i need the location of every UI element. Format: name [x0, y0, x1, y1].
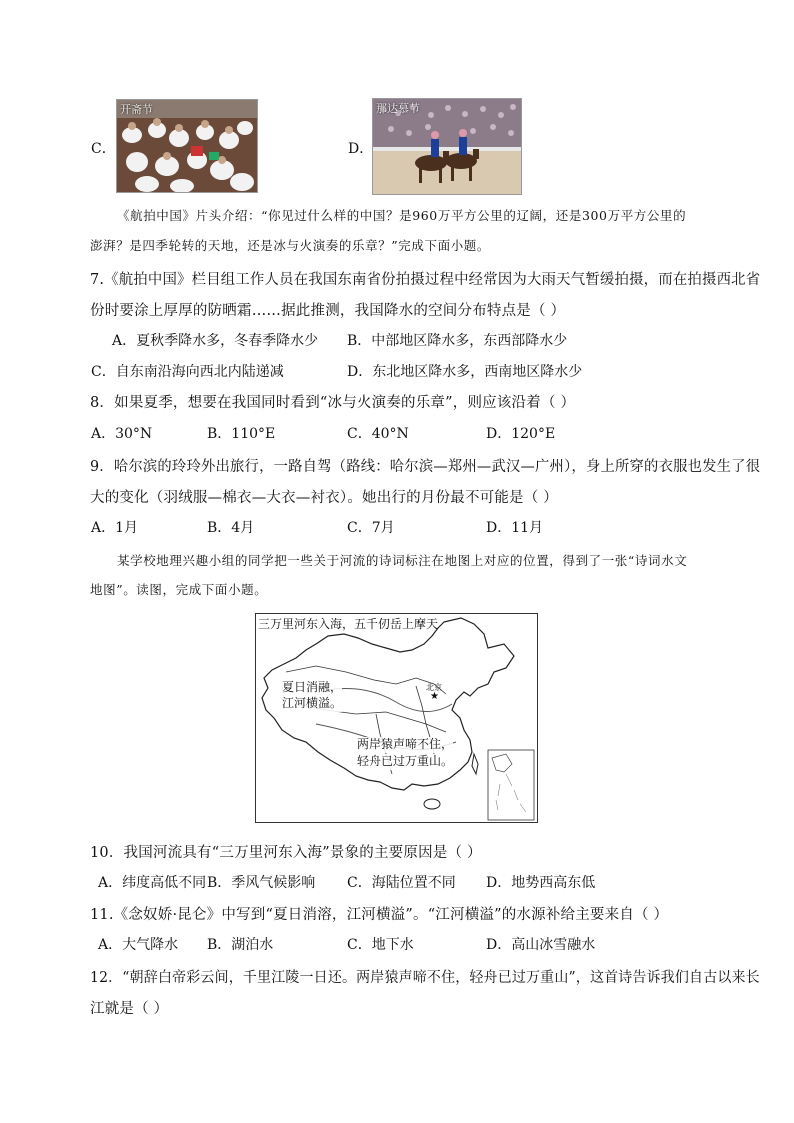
map-label-south-2: 轻舟已过万重山。 [357, 754, 454, 768]
intro2-line1: 某学校地理兴趣小组的同学把一些关于河流的诗词标注在地图上对应的位置，得到了一张“诗词水文 [117, 553, 688, 568]
q10-option-a[interactable]: A．纬度高低不同 [98, 875, 207, 891]
capital-label: 北京 [426, 683, 442, 692]
map-label-west-2: 江河横溢。 [282, 696, 343, 710]
q7-option-c[interactable]: C．自东南沿海向西北内陆递减 [91, 364, 284, 380]
q9-option-d[interactable]: D．11月 [486, 520, 544, 536]
option-d-letter: D． [348, 141, 374, 157]
q10-stem: 10．我国河流具有“三万里河东入海”景象的主要原因是（ ） [90, 845, 482, 861]
map-label-top: 三万里河东入海，五千仞岳上摩天 [258, 617, 439, 631]
q8-stem: 8．如果夏季，想要在我国同时看到“冰与火演奏的乐章”，则应该沿着（ ） [90, 395, 576, 411]
q8-option-a[interactable]: A．30°N [91, 426, 153, 442]
q9-stem-line2: 大的变化（羽绒服—棉衣—大衣—衬衣）。她出行的月份最不可能是（ ） [90, 490, 558, 506]
q9-stem-line1: 9．哈尔滨的玲玲外出旅行，一路自驾（路线：哈尔滨—郑州—武汉—广州），身上所穿的衣服也发生了很 [90, 459, 761, 475]
q11-option-d[interactable]: D．高山冰雪融水 [486, 937, 596, 953]
option-c-photo [116, 99, 258, 193]
q8-option-c[interactable]: C．40°N [347, 426, 409, 442]
q10-option-b[interactable]: B．季风气候影响 [207, 875, 316, 891]
map-label-south-1: 两岸猿声啼不住， [357, 737, 454, 751]
q9-option-b[interactable]: B．4月 [207, 520, 255, 536]
q7-option-a[interactable]: A．夏秋季降水多，冬春季降水少 [112, 333, 319, 349]
q8-option-b[interactable]: B．110°E [207, 426, 276, 442]
q12-stem-line1: 12．“朝辞白帝彩云间，千里江陵一日还。两岸猿声啼不住，轻舟已过万重山”，这首诗告诉我们自古以来长 [90, 970, 760, 986]
option-c-caption: 开斋节 [120, 103, 153, 116]
intro2-line2: 地图”。读图，完成下面小题。 [90, 582, 268, 597]
q9-option-a[interactable]: A．1月 [91, 520, 139, 536]
q12-stem-line2: 江就是（ ） [90, 1001, 169, 1017]
q11-stem: 11.《念奴娇·昆仑》中写到“夏日消溶，江河横溢”。“江河横溢”的水源补给主要来自（ ） [90, 907, 669, 923]
poetry-hydrology-map [255, 613, 538, 823]
option-d-caption: 那达慕节 [376, 102, 420, 115]
option-c-letter: C． [91, 141, 116, 157]
capital-star-icon: ★ [430, 691, 439, 702]
q9-option-c[interactable]: C．7月 [347, 520, 395, 536]
q7-option-b[interactable]: B．中部地区降水多，东西部降水少 [347, 333, 568, 349]
q8-option-d[interactable]: D．120°E [486, 426, 556, 442]
q7-stem-line2: 份时要涂上厚厚的防晒霜……据此推测，我国降水的空间分布特点是（ ） [90, 303, 566, 319]
option-d-photo [372, 98, 522, 195]
q7-option-d[interactable]: D．东北地区降水多，西南地区降水少 [347, 364, 583, 380]
q11-option-a[interactable]: A．大气降水 [98, 937, 179, 953]
hainan-island [424, 799, 440, 809]
china-outline-map [256, 614, 537, 822]
q11-option-c[interactable]: C．地下水 [347, 937, 414, 953]
q10-option-d[interactable]: D．地势西高东低 [486, 875, 596, 891]
taiwan-island [472, 754, 478, 774]
map-label-west-1: 夏日消融， [282, 680, 343, 694]
q11-option-b[interactable]: B．湖泊水 [207, 937, 274, 953]
q7-stem-line1: 7.《航拍中国》栏目组工作人员在我国东南省份拍摄过程中经常因为大雨天气暂缓拍摄，而在拍摄西北省 [90, 272, 761, 288]
intro1-line1: 《航拍中国》片头介绍：“你见过什么样的中国？是960万平方公里的辽阔，还是300万平方公里的 [117, 208, 687, 223]
q10-option-c[interactable]: C．海陆位置不同 [347, 875, 456, 891]
intro1-line2: 澎湃？是四季轮转的天地，还是冰与火演奏的乐章？”完成下面小题。 [90, 238, 490, 253]
